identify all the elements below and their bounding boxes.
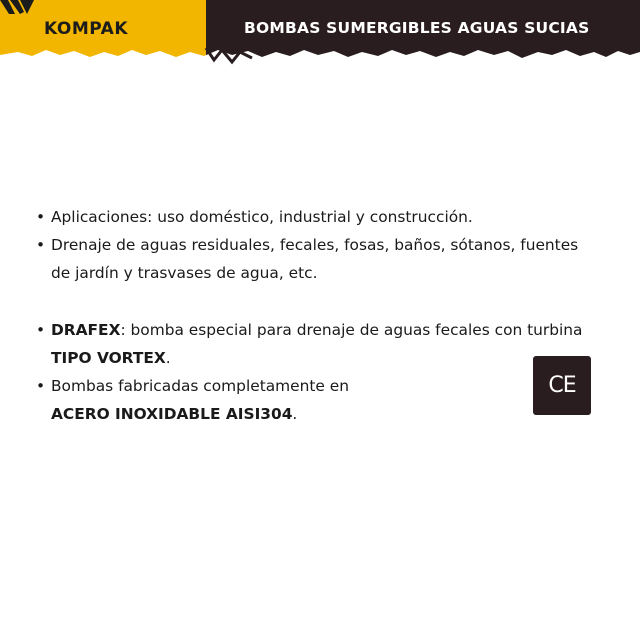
double-chevron-down-icon [0,0,34,14]
item-end: . [292,405,298,423]
bullet: • [36,377,46,395]
feature-list [36,203,616,428]
bullet: • [36,208,46,226]
product-name: DRAFEX [51,321,121,339]
list-item-applications [36,203,616,231]
list-item-drafex [36,316,616,372]
list-item-drainage [36,231,616,287]
item-text: Aplicaciones: uso doméstico, industrial y construcción. [51,208,473,226]
brand-logo-text: KOMPAK [44,19,129,39]
item-text: : bomba especial para drenaje de aguas fecales con turbina [120,321,583,339]
list-item-material [36,372,616,428]
bullet: • [36,321,46,339]
bullet: • [36,236,46,254]
ce-mark-badge [533,356,591,415]
item-text-line1: Drenaje de aguas residuales, fecales, fosas, baños, sótanos, fuentes [51,236,579,254]
item-text-line1: Bombas fabricadas completamente en [51,377,349,395]
ce-mark-label: CE [548,373,576,398]
item-end: . [165,349,171,367]
page-title: BOMBAS SUMERGIBLES AGUAS SUCIAS [244,19,590,37]
header-banner [0,0,640,66]
item-text-line2: de jardín y trasvases de agua, etc. [51,264,318,282]
turbine-type: TIPO VORTEX [51,349,166,367]
material-name: ACERO INOXIDABLE AISI304 [51,405,293,423]
